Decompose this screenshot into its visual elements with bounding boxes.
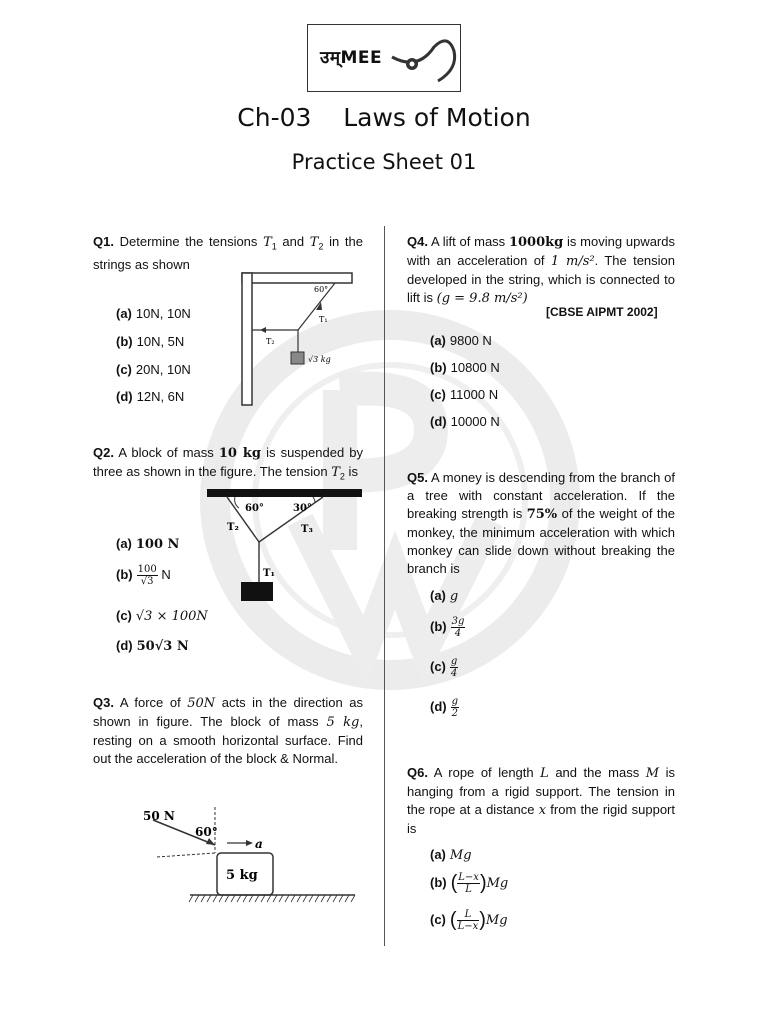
q4-option-c[interactable]: (c) 11000 N — [430, 387, 499, 402]
stethoscope-icon — [388, 29, 460, 89]
q2-t2-label: T₂ — [227, 522, 239, 533]
logo-text: उम्MEE — [320, 48, 383, 68]
q1-angle-label: 60° — [314, 285, 329, 294]
q3-angle-label: 60° — [195, 825, 218, 839]
q4-text: Q4. A lift of mass 1000kg is moving upwards with an acceleration of 1 m/s². The tension developed in the string, which is connected to lift is (g = 9.8 m/s²) — [407, 234, 676, 306]
q2-angle2-label: 30° — [293, 503, 312, 514]
q1-t2-label: T₂ — [266, 337, 275, 346]
q1-mass-label: √3 kg — [308, 355, 331, 364]
q6-option-c[interactable]: (c) ( $\frac{L}{L-x}$ )Mg — [430, 909, 508, 932]
q6-option-a[interactable]: (a) Mg — [430, 847, 472, 863]
q2-option-c[interactable]: (c) √3 × 100N — [116, 608, 208, 624]
q2-option-a[interactable]: (a) 100 N — [116, 536, 180, 552]
q2-t3-label: T₃ — [301, 524, 313, 535]
q2-t1-label: T₁ — [263, 568, 275, 579]
q1-figure — [240, 270, 360, 410]
q3-accel-label: a — [255, 837, 263, 851]
q4-option-d[interactable]: (d) 10000 N — [430, 414, 500, 429]
q2-option-b[interactable]: (b) $\frac{100}{√3}$ N — [116, 564, 171, 587]
brand-logo — [307, 24, 461, 92]
q5-text: Q5. A money is descending from the branch of a tree with constant acceleration. If the breaking strength is 75% of the weight of the monkey, the minimum acceleration with which monkey can slide down without breaking the branch is — [407, 470, 675, 576]
page-subtitle: Practice Sheet 01 — [291, 150, 477, 174]
q3-figure — [135, 805, 365, 915]
q2-angle1-label: 60° — [245, 503, 264, 514]
q1-option-d[interactable]: (d) 12N, 6N — [116, 389, 185, 404]
q2-figure — [205, 486, 365, 606]
q3-block-label: 5 kg — [226, 868, 258, 883]
q6-option-b[interactable]: (b) ( $\frac{L-x}{L}$ )Mg — [430, 872, 509, 895]
q6-text: Q6. A rope of length L and the mass M is hanging from a rigid support. The tension in the rope at a distance x from the rigid support is — [407, 765, 675, 836]
q5-option-d[interactable]: (d) $\frac{g}{2}$ — [430, 696, 459, 719]
q1-option-c[interactable]: (c) 20N, 10N — [116, 362, 191, 377]
q1-text: Q1. Determine the tensions $T_1$ and $T_2$ in the strings as shown — [93, 234, 363, 272]
q1-t1-label: T₁ — [319, 315, 328, 324]
page-title: Ch-03 Laws of Motion — [237, 103, 531, 132]
q3-force-label: 50 N — [143, 809, 175, 823]
q2-option-d[interactable]: (d) 50√3 N — [116, 638, 189, 654]
column-divider — [384, 226, 385, 946]
q4-source-tag: [CBSE AIPMT 2002] — [546, 305, 658, 319]
q5-option-a[interactable]: (a) g — [430, 588, 459, 604]
q1-option-a[interactable]: (a) 10N, 10N — [116, 306, 191, 321]
q3-text: Q3. A force of 50N acts in the direction as shown in figure. The block of mass 5 kg, resting on a smooth horizontal surface. Find out the acceleration of the block & Normal. — [93, 695, 363, 766]
q1-option-b[interactable]: (b) 10N, 5N — [116, 334, 185, 349]
q4-option-b[interactable]: (b) 10800 N — [430, 360, 500, 375]
q4-option-a[interactable]: (a) 9800 N — [430, 333, 492, 348]
q5-option-b[interactable]: (b) $\frac{3g}{4}$ — [430, 616, 465, 639]
q5-option-c[interactable]: (c) $\frac{g}{4}$ — [430, 656, 458, 679]
q2-text: Q2. A block of mass 10 kg is suspended by three as shown in the figure. The tension $T_2$ is — [93, 445, 363, 482]
